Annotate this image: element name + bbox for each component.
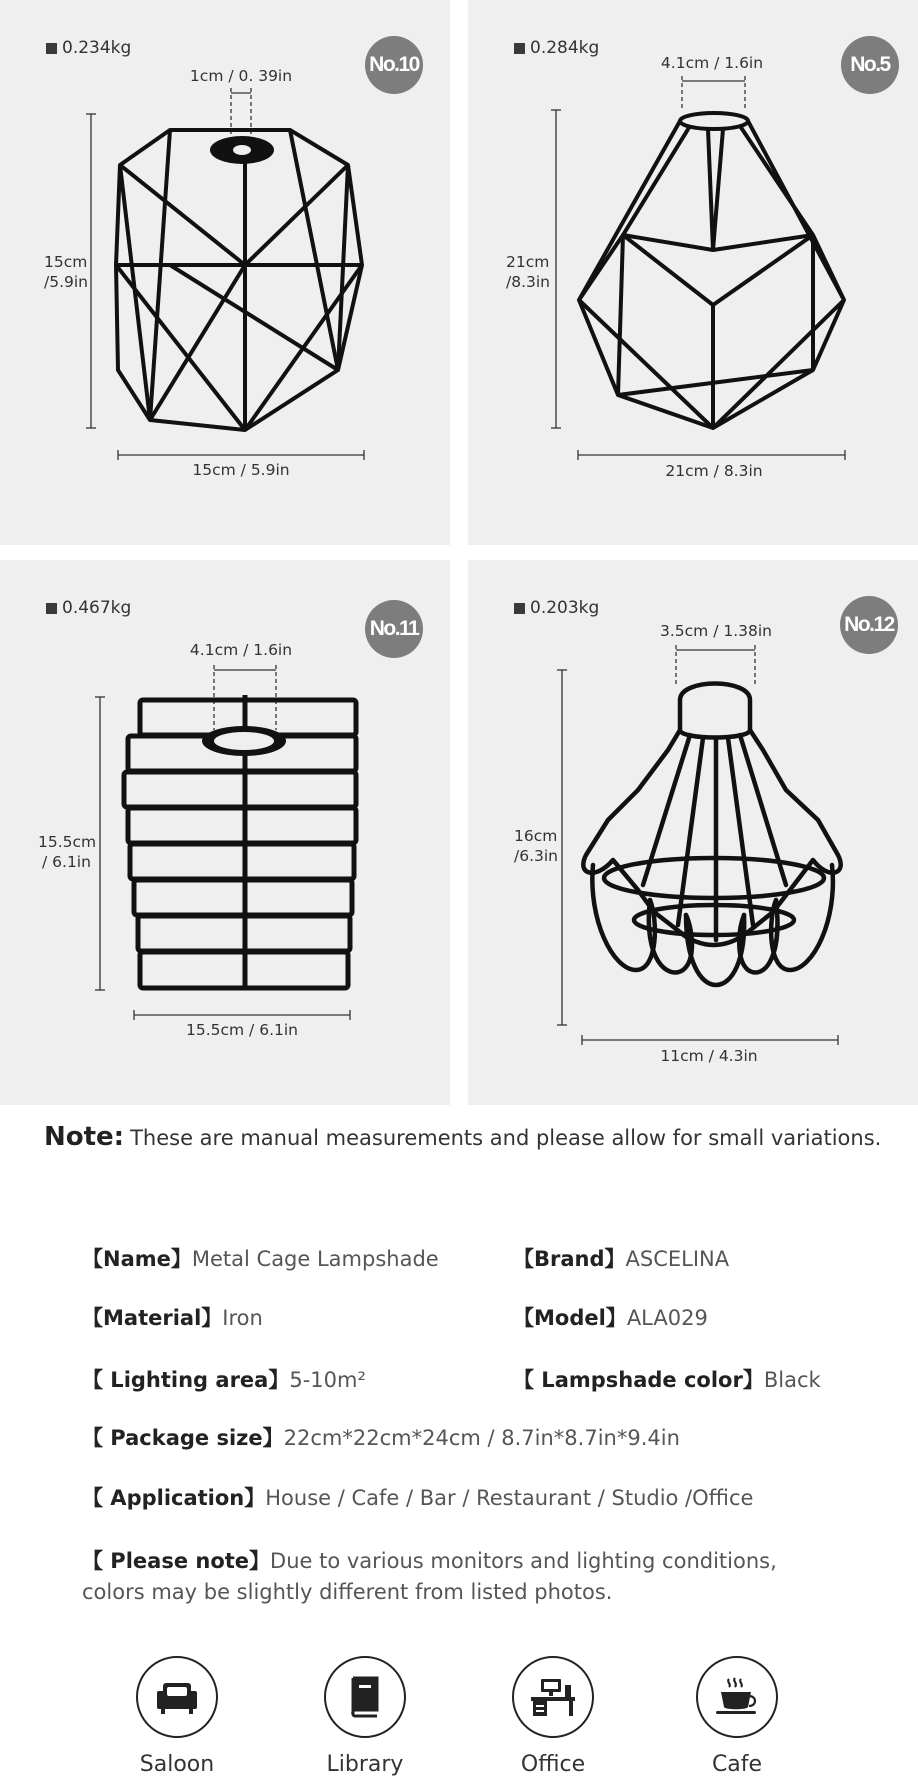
bottom-dimension: 11cm / 4.3in	[660, 1047, 758, 1065]
usage-label: Library	[326, 1752, 404, 1777]
product-panel-no5	[468, 0, 918, 545]
spec-value: Iron	[222, 1306, 263, 1330]
spec-package-size	[82, 1422, 680, 1452]
usage-office	[478, 1656, 628, 1777]
model-badge: No.10	[365, 36, 423, 94]
product-panel-no11	[0, 560, 450, 1105]
weight-square-icon	[46, 603, 57, 614]
usage-cafe	[662, 1656, 812, 1777]
model-badge: No.12	[840, 596, 898, 654]
spec-value: ALA029	[626, 1306, 708, 1330]
spec-label: 【 Lampshade color】	[513, 1368, 764, 1392]
weight-label	[46, 598, 131, 618]
spec-value: Metal Cage Lampshade	[191, 1247, 439, 1271]
spec-label: 【 Lighting area】	[82, 1368, 290, 1392]
spec-value: 5-10m²	[289, 1368, 366, 1392]
side-dimension-in: /8.3in	[506, 273, 551, 291]
weight-square-icon	[514, 603, 525, 614]
model-badge: No.5	[841, 36, 899, 94]
spec-model	[513, 1302, 708, 1332]
spec-lighting-area	[82, 1364, 366, 1394]
bottom-dimension: 21cm / 8.3in	[665, 462, 763, 480]
usage-library	[290, 1656, 440, 1777]
spec-lampshade-color	[513, 1364, 821, 1394]
spec-value: Black	[763, 1368, 821, 1392]
spec-label: 【Material】	[82, 1306, 223, 1330]
model-badge: No.11	[365, 600, 423, 658]
coffee-cup-icon	[696, 1656, 778, 1738]
usage-label: Saloon	[139, 1752, 215, 1777]
usage-label: Office	[520, 1752, 586, 1777]
weight-value: 0.467kg	[62, 598, 132, 618]
weight-value: 0.203kg	[530, 598, 600, 618]
note-label: Note:	[44, 1122, 125, 1152]
side-dimension-cm: 15cm	[44, 253, 88, 271]
product-panel-no12	[468, 560, 918, 1105]
top-dimension: 4.1cm / 1.6in	[189, 641, 293, 659]
spec-material	[82, 1302, 263, 1332]
top-dimension: 1cm / 0. 39in	[189, 67, 293, 85]
weight-square-icon	[46, 43, 57, 54]
bottom-dimension: 15cm / 5.9in	[192, 461, 290, 479]
spec-label: 【 Please note】	[82, 1549, 271, 1573]
spec-label: 【Name】	[82, 1247, 192, 1271]
spec-value: House / Cafe / Bar / Restaurant / Studio /Office	[265, 1486, 754, 1510]
top-dimension: 3.5cm / 1.38in	[660, 622, 772, 640]
weight-label	[514, 38, 599, 58]
usage-label: Cafe	[711, 1752, 763, 1777]
side-dimension-cm: 16cm	[514, 827, 558, 845]
side-dimension-in: /5.9in	[44, 273, 89, 291]
weight-value: 0.284kg	[530, 38, 600, 58]
usage-saloon	[102, 1656, 252, 1777]
armchair-icon	[136, 1656, 218, 1738]
side-dimension-in: / 6.1in	[42, 853, 91, 871]
top-dimension: 4.1cm / 1.6in	[660, 54, 764, 72]
note-text: These are manual measurements and please allow for small variations.	[130, 1126, 882, 1150]
weight-label	[514, 598, 599, 618]
side-dimension-cm: 15.5cm	[38, 833, 97, 851]
spec-please-note	[82, 1546, 842, 1608]
spec-label: 【Model】	[513, 1306, 627, 1330]
side-dimension-in: /6.3in	[514, 847, 559, 865]
book-icon	[324, 1656, 406, 1738]
spec-application	[82, 1482, 753, 1512]
spec-label: 【 Package size】	[82, 1426, 284, 1450]
bottom-dimension: 15.5cm / 6.1in	[186, 1021, 298, 1039]
spec-value: Due to various monitors and lighting conditions, colors may be slightly different from listed photos.	[82, 1549, 777, 1604]
measurement-note	[44, 1122, 881, 1152]
weight-label	[46, 38, 131, 58]
spec-brand	[513, 1243, 729, 1273]
spec-value: ASCELINA	[625, 1247, 730, 1271]
weight-square-icon	[514, 43, 525, 54]
spec-label: 【Brand】	[513, 1247, 626, 1271]
product-panel-no10	[0, 0, 450, 545]
weight-value: 0.234kg	[62, 38, 132, 58]
spec-value: 22cm*22cm*24cm / 8.7in*8.7in*9.4in	[283, 1426, 680, 1450]
side-dimension-cm: 21cm	[506, 253, 550, 271]
spec-name	[82, 1243, 439, 1273]
spec-label: 【 Application】	[82, 1486, 266, 1510]
desk-icon	[512, 1656, 594, 1738]
